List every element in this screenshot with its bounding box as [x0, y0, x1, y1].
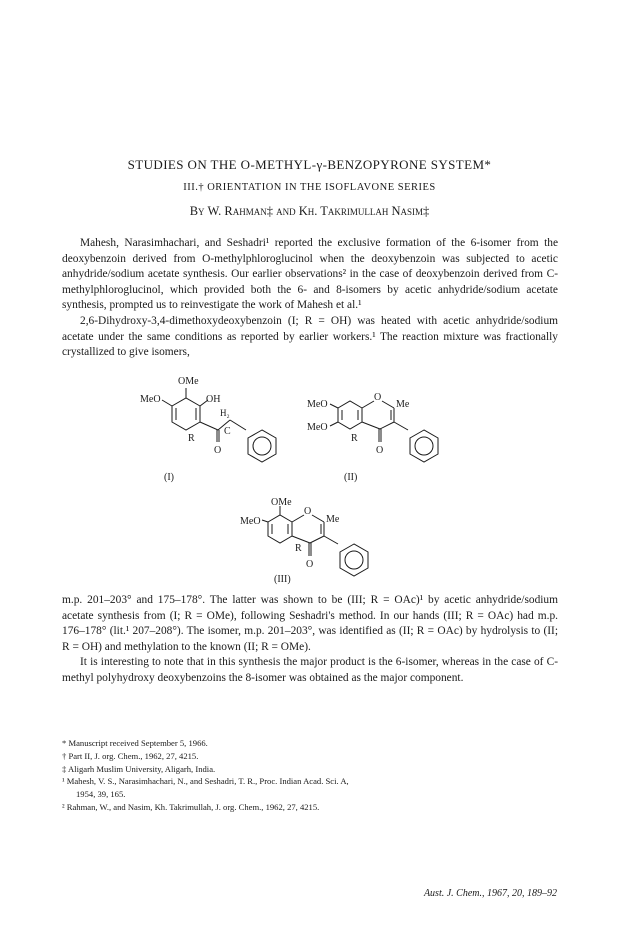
- s1-r-label: R: [188, 433, 195, 444]
- s1-number-label: (I): [164, 472, 174, 483]
- s2-meo2-label: MeO: [307, 422, 328, 433]
- s1-meo-label: MeO: [140, 394, 161, 405]
- author-byline: By W. Rahman‡ and Kh. Takrimullah Nasim‡: [189, 204, 430, 218]
- s3-r-label: R: [295, 543, 302, 554]
- chemical-structures: [0, 360, 619, 590]
- s2-r-label: R: [351, 433, 358, 444]
- s1-c-label: C: [224, 426, 231, 437]
- s2-oring-label: O: [374, 392, 382, 403]
- s1-ome-label: OMe: [178, 376, 199, 387]
- journal-citation: Aust. J. Chem., 1967, 20, 189–92: [423, 888, 557, 899]
- s1-o-label: O: [214, 445, 222, 456]
- footnotes: [62, 737, 558, 814]
- s2-o-label: O: [376, 445, 384, 456]
- s3-number-label: (III): [274, 574, 291, 585]
- paragraph-2: 2,6-Dihydroxy-3,4-dimethoxydeoxybenzoin (I; R = OH) was heated with acetic anhydride/sodium acetate under the same conditions as reported by earlier workers.¹ The reaction mixture was fractionally crystallized to give isomers,: [62, 314, 558, 359]
- footnote: ‡ Aligarh Muslim University, Aligarh, India.: [62, 763, 216, 774]
- s2-meo1-label: MeO: [307, 399, 328, 410]
- s3-ome-label: OMe: [271, 497, 292, 508]
- footnote: † Part II, J. org. Chem., 1962, 27, 4215.: [62, 750, 199, 761]
- intro-section: [62, 236, 558, 361]
- s2-me-label: Me: [396, 399, 410, 410]
- paragraph-4: It is interesting to note that in this synthesis the major product is the 6-isomer, whereas in the case of C-methyl polyhydroxy deoxybenzoins the 8-isomer was obtained as the major component.: [62, 656, 558, 684]
- s1-oh-label: OH: [206, 394, 221, 405]
- s3-meo-label: MeO: [240, 516, 261, 527]
- s3-me-label: Me: [326, 514, 340, 525]
- footnote-continuation: 1954, 39, 165.: [76, 789, 126, 800]
- s3-o-label: O: [306, 559, 314, 570]
- results-section: [62, 593, 558, 687]
- s2-number-label: (II): [344, 472, 358, 483]
- structure-2-drawing: [330, 401, 438, 462]
- footnote: * Manuscript received September 5, 1966.: [62, 738, 208, 748]
- structure-3-drawing: [262, 506, 368, 576]
- paragraph-1: Mahesh, Narasimhachari, and Seshadri¹ reported the exclusive formation of the 6-isomer from the deoxybenzoin derived from O-methylphloroglucinol when the deoxybenzoin was subjected to acetic anhydride/sodium acetate synthesis. Our earlier observations² in the case of deoxybenzoin derived from C-methylphloroglucinol, which provided both the 6- and 8-isomers by acetic anhydride/sodium acetate synthesis, prompted us to reinvestigate the work of Mahesh et al.¹: [62, 237, 558, 312]
- footnote: ² Rahman, W., and Nasim, Kh. Takrimullah, J. org. Chem., 1962, 27, 4215.: [62, 801, 320, 812]
- footnote: ¹ Mahesh, V. S., Narasimhachari, N., and Seshadri, T. R., Proc. Indian Acad. Sci. A,: [62, 776, 349, 787]
- s3-oring-label: O: [304, 506, 312, 517]
- article-title: STUDIES ON THE O-METHYL-γ-BENZOPYRONE SYSTEM*: [127, 157, 492, 172]
- s1-h2-label: H₂: [220, 408, 230, 418]
- article-subtitle: III.† ORIENTATION IN THE ISOFLAVONE SERIES: [183, 182, 436, 193]
- paragraph-3: m.p. 201–203° and 175–178°. The latter was shown to be (III; R = OAc)¹ by acetic anhydride/sodium acetate synthesis from (I; R = OMe), following Seshadri's method. In our hands (III; R = OAc) had m.p. 176–178° (lit.¹ 207–208°). The isomer, m.p. 201–203°, was identified as (II; R = OAc) by hydrolysis to (II; R = OH) and methylation to the known (II; R = OMe).: [62, 594, 558, 653]
